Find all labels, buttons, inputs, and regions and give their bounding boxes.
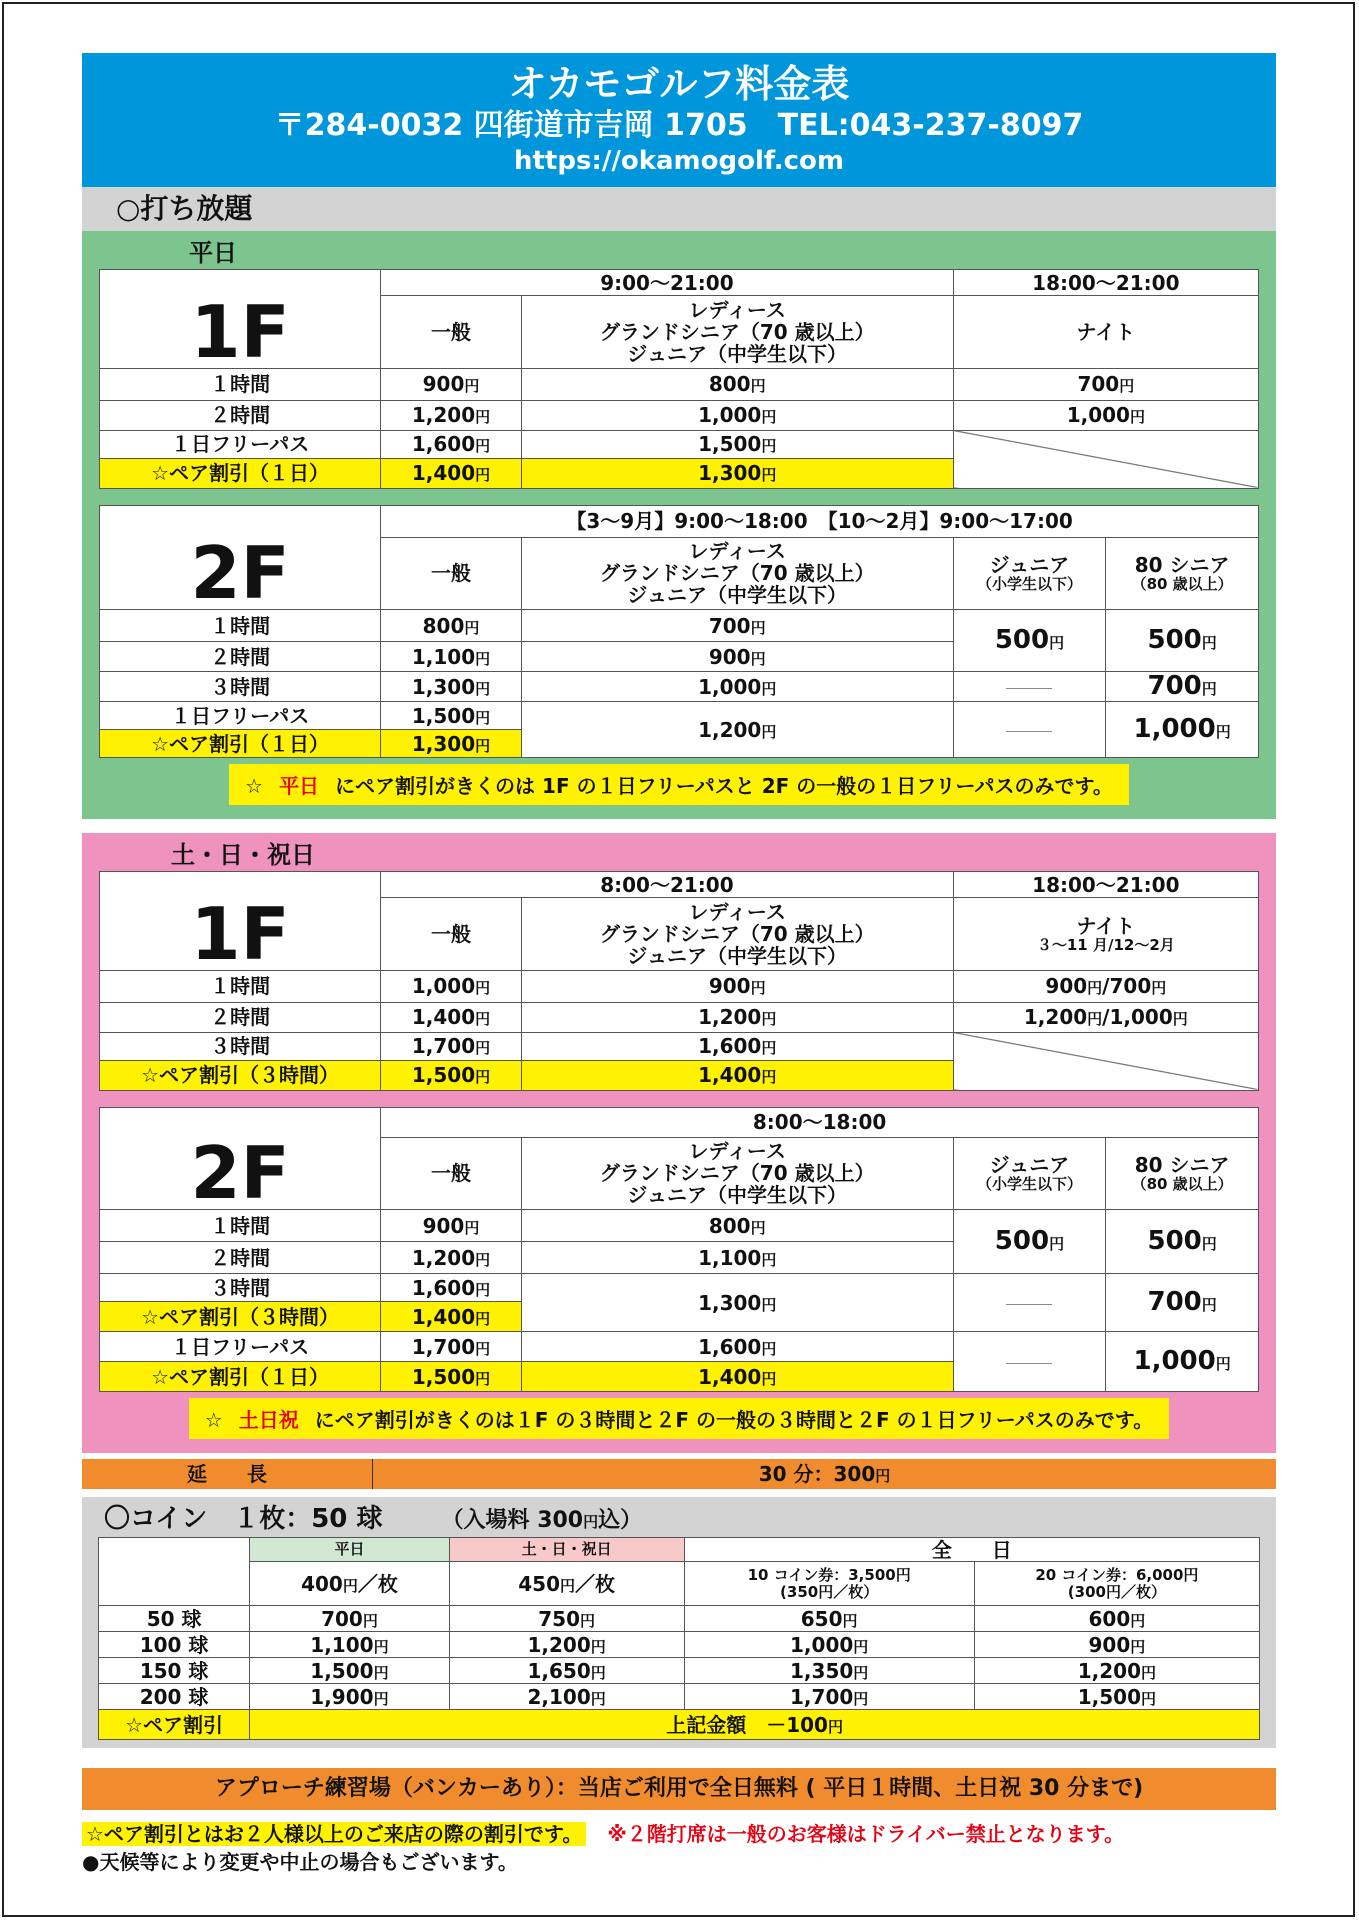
col-general: 一般	[381, 296, 522, 369]
empty-diagonal-cell	[953, 1032, 1258, 1090]
row-label: 200 球	[99, 1684, 250, 1710]
price-cell: 1,400円	[521, 1362, 953, 1392]
col-ladies	[521, 898, 953, 971]
row-label: １日フリーパス	[100, 430, 381, 458]
floor-label: 1F	[190, 891, 290, 976]
approach-practice-bar: アプローチ練習場（バンカーあり）：当店ご利用で全日無料 ( 平日１時間、土日祝 30 分まで)	[82, 1768, 1276, 1810]
price-cell: 1,400円	[521, 1060, 953, 1090]
price-cell: 1,600円	[521, 1032, 953, 1060]
price-cell: 1,200円	[974, 1658, 1259, 1684]
col-ladies	[521, 296, 953, 369]
weekend-section	[82, 833, 1276, 1453]
row-label: 150 球	[99, 1658, 250, 1684]
floor-label: 2F	[190, 531, 290, 615]
empty-cell	[99, 1562, 250, 1606]
weather-note: ●天候等により変更や中止の場合もございます。	[82, 1850, 518, 1874]
time-main: 8:00～18:00	[381, 1107, 1259, 1137]
price-cell: 700円	[1106, 672, 1259, 702]
price-cell: 800円	[381, 610, 522, 642]
row-label: ☆ペア割引（３時間）	[100, 1060, 381, 1090]
price-weekday: 400円／枚	[250, 1562, 450, 1606]
price-sheet	[82, 53, 1276, 1876]
row-label: １時間	[100, 970, 381, 1002]
col-general: 一般	[381, 1137, 522, 1210]
time-night: 18:00～21:00	[953, 270, 1258, 296]
weekend-1f-table	[99, 871, 1259, 1091]
coin-title: 〇コイン １枚：50 球 （入場料 300円込）	[104, 1504, 643, 1534]
row-label: ２時間	[100, 1002, 381, 1032]
row-label: ２時間	[100, 400, 381, 430]
price-cell: 1,900円	[250, 1684, 450, 1710]
time-main: 9:00～21:00	[381, 270, 953, 296]
price-cell: 500円	[1106, 1210, 1259, 1274]
price-cell: 900円	[521, 642, 953, 672]
empty-cell	[99, 1538, 250, 1562]
row-label: ☆ペア割引（１日）	[100, 458, 381, 488]
row-label: ２時間	[100, 1242, 381, 1274]
price-cell: 1,600円	[381, 1274, 522, 1302]
address-line: 〒284-0032 四街道市吉岡 1705 TEL:043-237-8097	[274, 108, 1084, 143]
price-cell: 900円	[974, 1632, 1259, 1658]
col-ladies	[521, 1137, 953, 1210]
price-cell: 500円	[953, 610, 1106, 672]
price-cell: 1,500円	[381, 1060, 522, 1090]
price-cell: 800円	[521, 1210, 953, 1242]
price-cell: 500円	[953, 1210, 1106, 1274]
price-cell: 1,100円	[381, 642, 522, 672]
row-label: １日フリーパス	[100, 702, 381, 730]
price-cell: 1,300円	[381, 672, 522, 702]
dash-cell	[953, 672, 1106, 702]
price-cell: 1,700円	[381, 1332, 522, 1362]
extension-bar	[82, 1459, 1276, 1489]
price-cell: 1,500円	[381, 702, 522, 730]
price-cell: 1,700円	[684, 1684, 974, 1710]
price-cell: 1,200円	[381, 1242, 522, 1274]
weekday-2f-table	[99, 505, 1259, 759]
price-cell: 1,500円	[521, 430, 953, 458]
price-cell: 1,600円	[381, 430, 522, 458]
price-weekend: 450円／枚	[449, 1562, 684, 1606]
row-label: ☆ペア割引（１日）	[100, 1362, 381, 1392]
price-cell: 1,650円	[449, 1658, 684, 1684]
extension-value: 30 分：300円	[758, 1462, 891, 1486]
row-label: ☆ペア割引（３時間）	[100, 1302, 381, 1332]
price-cell: 800円	[521, 368, 953, 400]
price-cell: 1,400円	[381, 458, 522, 488]
price-cell: 1,300円	[381, 730, 522, 758]
price-cell: 1,600円	[521, 1332, 953, 1362]
price-cell: 700円	[250, 1606, 450, 1632]
price-cell: 1,000円	[521, 672, 953, 702]
col-ladies-line: グランドシニア（70 歳以上）	[599, 561, 875, 586]
price-cell: 1,700円	[381, 1032, 522, 1060]
row-label: ☆ペア割引（１日）	[100, 730, 381, 758]
head-weekend: 土・日・祝日	[449, 1538, 684, 1562]
row-label: １日フリーパス	[100, 1332, 381, 1362]
coin-entry-fee: （入場料 300円込）	[441, 1508, 643, 1533]
header	[82, 53, 1276, 187]
price-cell: 650円	[684, 1606, 974, 1632]
page-title: オカモゴルフ料金表	[508, 62, 850, 106]
weekend-label: 土・日・祝日	[171, 841, 315, 869]
col-ladies-line: レディース	[688, 899, 786, 924]
col-ladies-line: ジュニア（中学生以下）	[627, 943, 848, 968]
col-ladies-line: グランドシニア（70 歳以上）	[599, 319, 875, 344]
price-cell: 1,500円	[250, 1658, 450, 1684]
price-cell: 1,300円	[521, 1274, 953, 1332]
col-ladies-line: ジュニア（中学生以下）	[627, 583, 848, 608]
row-label: 50 球	[99, 1606, 250, 1632]
col-general: 一般	[381, 537, 522, 610]
floor-label: 2F	[190, 1131, 290, 1215]
row-label: １時間	[100, 1210, 381, 1242]
price-cell: 1,000円	[521, 400, 953, 430]
dash-cell	[953, 1332, 1106, 1392]
price-cell: 700円	[953, 368, 1258, 400]
row-label: ３時間	[100, 1274, 381, 1302]
weekday-label: 平日	[189, 239, 237, 267]
price-cell: 1,350円	[684, 1658, 974, 1684]
price-cell: 1,500円	[381, 1362, 522, 1392]
row-label: ３時間	[100, 672, 381, 702]
col-ladies-line: グランドシニア（70 歳以上）	[599, 921, 875, 946]
driver-note: ※２階打席は一般のお客様はドライバー禁止となります。	[607, 1822, 1125, 1846]
col-ladies	[521, 537, 953, 610]
price-cell: 1,400円	[381, 1302, 522, 1332]
col-ladies-line: ジュニア（中学生以下）	[627, 1183, 847, 1208]
floor-label: 1F	[190, 289, 290, 374]
price-cell: 900円/700円	[953, 970, 1258, 1002]
price-cell: 1,500円	[974, 1684, 1259, 1710]
price-cell: 900円	[521, 970, 953, 1002]
extension-label: 延 長	[82, 1459, 373, 1489]
col-senior: 80 シニア （80 歳以上）	[1106, 537, 1259, 610]
head-allday: 全 日	[684, 1538, 1259, 1562]
weekend-2f-table	[99, 1107, 1259, 1393]
price-cell: 1,200円	[449, 1632, 684, 1658]
pair-label: ☆ペア割引	[99, 1710, 250, 1740]
price-cell: 1,200円	[521, 702, 953, 758]
price-cell: 700円	[521, 610, 953, 642]
empty-diagonal-cell	[953, 430, 1258, 488]
coin-section	[82, 1497, 1276, 1748]
price-cell: 1,400円	[381, 1002, 522, 1032]
pair-value: 上記金額 －100円	[250, 1710, 1260, 1740]
head-weekday: 平日	[250, 1538, 450, 1562]
weekend-note: ☆ 土日祝 にペア割引がきくのは１F の３時間と２F の一般の３時間と２F の１日フリーパスのみです。	[99, 1398, 1259, 1439]
col-ladies-line: グランドシニア（70 歳以上）	[599, 1161, 875, 1186]
col-general: 一般	[381, 898, 522, 971]
col-senior: 80 シニア （80 歳以上）	[1106, 1137, 1259, 1210]
col-night: ナイト	[953, 296, 1258, 369]
row-label: 100 球	[99, 1632, 250, 1658]
price-cell: 500円	[1106, 610, 1259, 672]
price-cell: 1,000円	[1106, 702, 1259, 758]
row-label: １時間	[100, 610, 381, 642]
footer-notes	[82, 1820, 1276, 1848]
website-link[interactable]: https://okamogolf.com	[513, 146, 844, 176]
price-cell: 600円	[974, 1606, 1259, 1632]
price-cell: 700円	[1106, 1274, 1259, 1332]
col-junior: ジュニア （小学生以下）	[953, 537, 1106, 610]
price-cell: 1,200円	[381, 400, 522, 430]
price-cell: 1,300円	[521, 458, 953, 488]
time-main: 8:00～21:00	[381, 872, 953, 898]
coin-table	[98, 1537, 1260, 1740]
row-label: ３時間	[100, 1032, 381, 1060]
dash-cell	[953, 702, 1106, 758]
time-main: 【3～9月】9:00～18:00 【10～2月】9:00～17:00	[381, 505, 1259, 537]
col-junior: ジュニア （小学生以下）	[953, 1137, 1106, 1210]
section-title-uchihoudai: ○打ち放題	[82, 187, 1276, 231]
price-cell: 1,200円/1,000円	[953, 1002, 1258, 1032]
row-label: １時間	[100, 368, 381, 400]
price-cell: 1,000円	[1106, 1332, 1259, 1392]
price-cell: 2,100円	[449, 1684, 684, 1710]
price-cell: 1,000円	[381, 970, 522, 1002]
col-ladies-line: ジュニア（中学生以下）	[627, 341, 848, 366]
price-cell: 750円	[449, 1606, 684, 1632]
col-ladies-line: レディース	[688, 1139, 786, 1164]
price-cell: 1,000円	[684, 1632, 974, 1658]
weekday-section	[82, 231, 1276, 819]
col-night: ナイト ３～11 月/12～2月	[953, 898, 1258, 971]
price-cell: 900円	[381, 368, 522, 400]
price-cell: 1,100円	[250, 1632, 450, 1658]
price-cell: 1,100円	[521, 1242, 953, 1274]
price-cell: 1,000円	[953, 400, 1258, 430]
weekday-note: ☆ 平日 にペア割引がきくのは 1F の１日フリーパスと 2F の一般の１日フリーパスのみです。	[99, 764, 1259, 805]
weekday-1f-table	[99, 269, 1259, 489]
dash-cell	[953, 1274, 1106, 1332]
col-ladies-line: レディース	[688, 297, 786, 322]
price-cell: 900円	[381, 1210, 522, 1242]
time-night: 18:00～21:00	[953, 872, 1258, 898]
col-ladies-line: レディース	[688, 539, 786, 564]
ticket-20: 20 コイン券：6,000円 (300円／枚）	[974, 1562, 1259, 1606]
row-label: ２時間	[100, 642, 381, 672]
price-cell: 1,200円	[521, 1002, 953, 1032]
ticket-10: 10 コイン券：3,500円 (350円／枚）	[684, 1562, 974, 1606]
pair-definition: ☆ペア割引とはお２人様以上のご来店の際の割引です。	[82, 1822, 586, 1846]
